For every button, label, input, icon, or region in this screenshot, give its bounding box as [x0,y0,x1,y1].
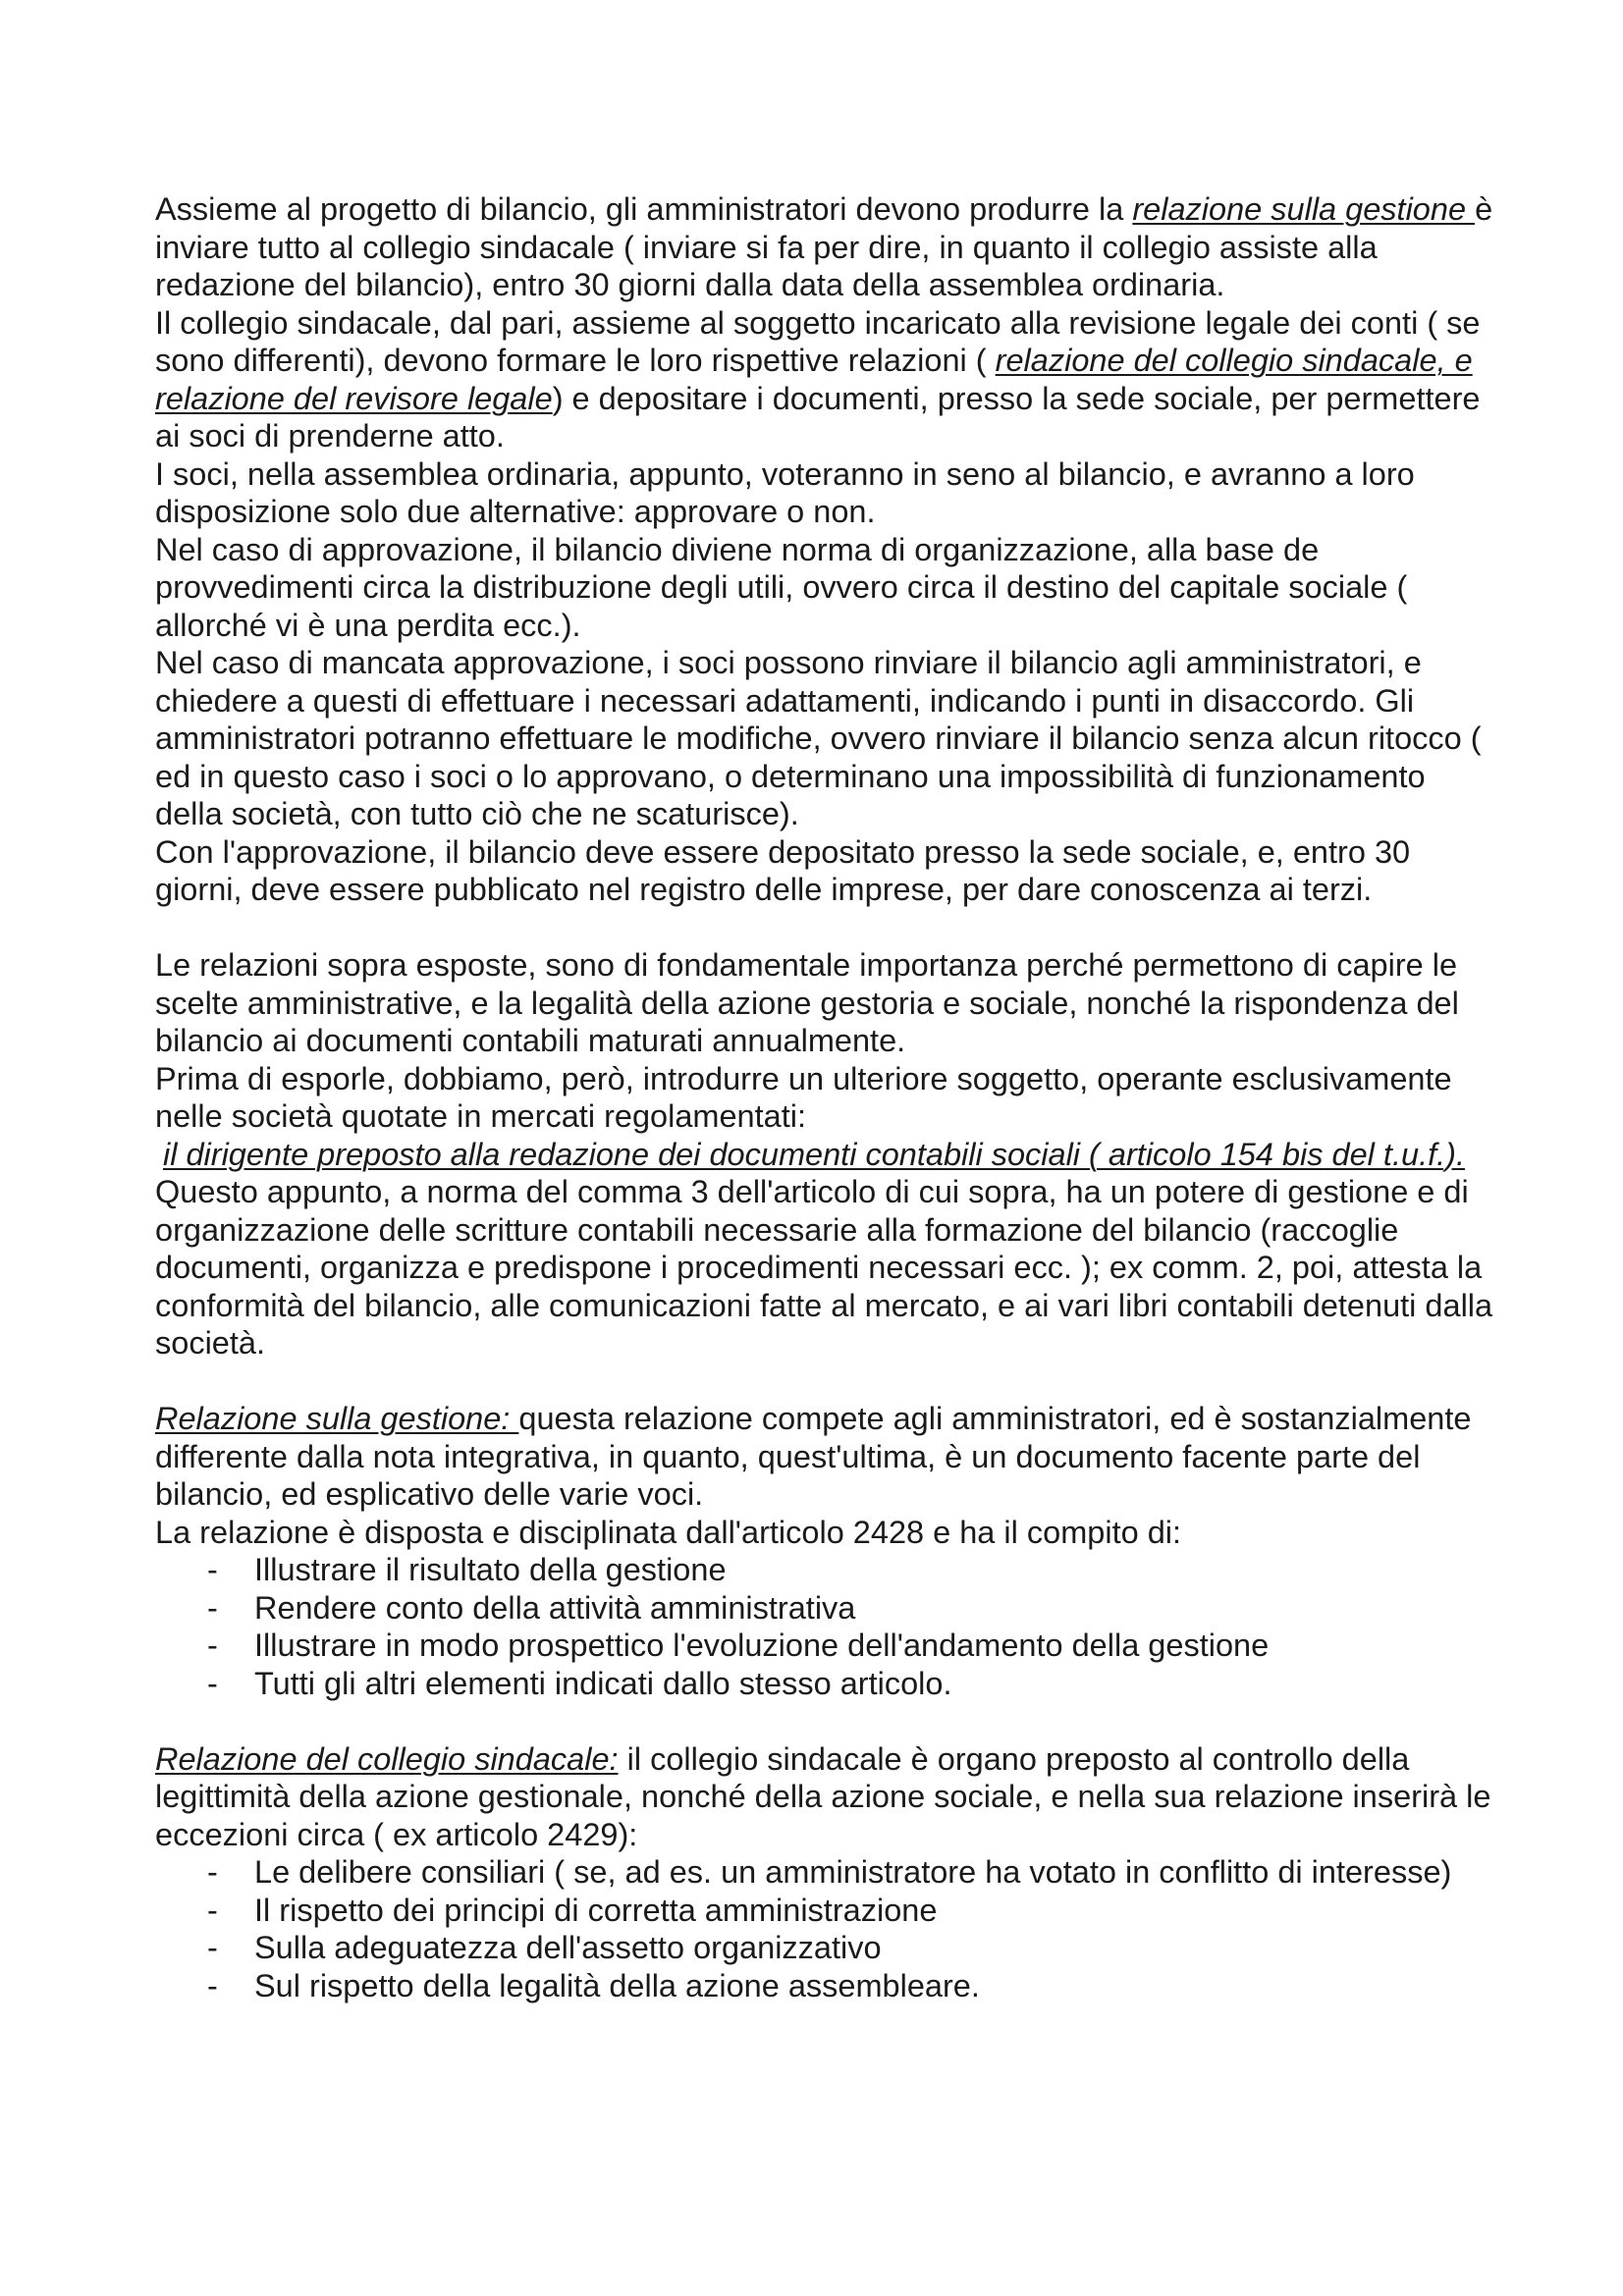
list-item: - Il rispetto dei principi di corretta amministrazione [207,1892,938,1928]
paragraph: Relazione del collegio sindacale: il collegio sindacale è organo preposto al controllo della legittimità della azione gestionale, nonché della azione sociale, e nella sua relazione inserirà le eccezioni circa ( ex articolo 2429): [155,1740,1491,1852]
section-title: Relazione del collegio sindacale: [155,1740,619,1777]
list-item: - Rendere conto della attività amministrativa [207,1589,856,1626]
list-item: - Le delibere consiliari ( se, ad es. un amministratore ha votato in conflitto di interesse) [207,1854,1452,1890]
paragraph: Prima di esporle, dobbiamo, però, introdurre un ulteriore soggetto, operante esclusivamente nelle società quotate in mercati regolamentati: [155,1060,1452,1134]
paragraph: La relazione è disposta e disciplinata dall'articolo 2428 e ha il compito di: [155,1514,1182,1550]
underlined-term: relazione sulla gestione [1132,191,1476,227]
paragraph: Relazione sulla gestione: questa relazione compete agli amministratori, ed è sostanzialmente differente dalla nota integrativa, in quanto, quest'ultima, è un documento facente parte del bilancio, ed esplicativo delle varie voci. [155,1401,1472,1512]
document-page [155,190,1500,2004]
bullet-list [155,1853,1500,2004]
list-item: - Sulla adeguatezza dell'assetto organizzativo [207,1930,882,1965]
paragraph: Nel caso di approvazione, il bilancio diviene norma di organizzazione, alla base de provvedimenti circa la distribuzione degli utili, ovvero circa il destino del capitale sociale ( allorché vi è una perdita ecc.). [155,531,1408,643]
bullet-list [155,1551,1500,1702]
underlined-term: relazione del collegio sindacale, e relazione del revisore legale [155,343,1473,416]
section-heading [155,1136,1500,1174]
paragraph: Il collegio sindacale, dal pari, assieme al soggetto incaricato alla revisione legale dei conti ( se sono differenti), devono formare le loro rispettive relazioni ( relazione del collegio sindacale, e relazione del revisore legale) e depositare i documenti, presso la sede sociale, per permettere ai soci di prenderne atto. [155,304,1481,454]
paragraph: Le relazioni sopra esposte, sono di fondamentale importanza perché permettono di capire le scelte amministrative, e la legalità della azione gestoria e sociale, nonché la rispondenza del bilancio ai documenti contabili maturati annualmente. [155,947,1459,1058]
paragraph: Assieme al progetto di bilancio, gli amministratori devono produrre la relazione sulla gestione è inviare tutto al collegio sindacale ( inviare si fa per dire, in quanto il collegio assiste alla redazione del bilancio), entro 30 giorni dalla data della assemblea ordinaria. [155,191,1493,302]
paragraph: Questo appunto, a norma del comma 3 dell'articolo di cui sopra, ha un potere di gestione e di organizzazione delle scritture contabili necessarie alla formazione del bilancio (raccoglie documenti, organizza e predispone i procedimenti necessari ecc. ); ex comm. 2, poi, attesta la conformità del bilancio, alle comunicazioni fatte al mercato, e ai vari libri contabili detenuti dalla società. [155,1174,1493,1361]
list-item: - Illustrare il risultato della gestione [207,1552,727,1587]
list-item: - Tutti gli altri elementi indicati dallo stesso articolo. [207,1665,952,1701]
list-item: - Illustrare in modo prospettico l'evoluzione dell'andamento della gestione [207,1628,1270,1663]
underlined-heading: il dirigente preposto alla redazione dei documenti contabili sociali ( articolo 154 bis del t.u.f.). [163,1136,1466,1172]
spacer [155,1702,1500,1740]
spacer [155,909,1500,947]
spacer [155,1362,1500,1401]
paragraph: Con l'approvazione, il bilancio deve essere depositato presso la sede sociale, e, entro 30 giorni, deve essere pubblicato nel registro delle imprese, per dare conoscenza ai terzi. [155,833,1411,907]
paragraph: I soci, nella assemblea ordinaria, appunto, voteranno in seno al bilancio, e avranno a loro disposizione solo due alternative: approvare o non. [155,455,1415,529]
list-item: - Sul rispetto della legalità della azione assembleare. [207,1967,980,2003]
section-title: Relazione sulla gestione: [155,1401,519,1436]
paragraph: Nel caso di mancata approvazione, i soci possono rinviare il bilancio agli amministratori, e chiedere a questi di effettuare i necessari adattamenti, indicando i punti in disaccordo. Gli amministratori potranno effettuare le modifiche, ovvero rinviare il bilancio senza alcun ritocco ( ed in questo caso i soci o lo approvano, o determinano una impossibilità di funzionamento della società, con tutto ciò che ne scaturisce). [155,645,1482,831]
